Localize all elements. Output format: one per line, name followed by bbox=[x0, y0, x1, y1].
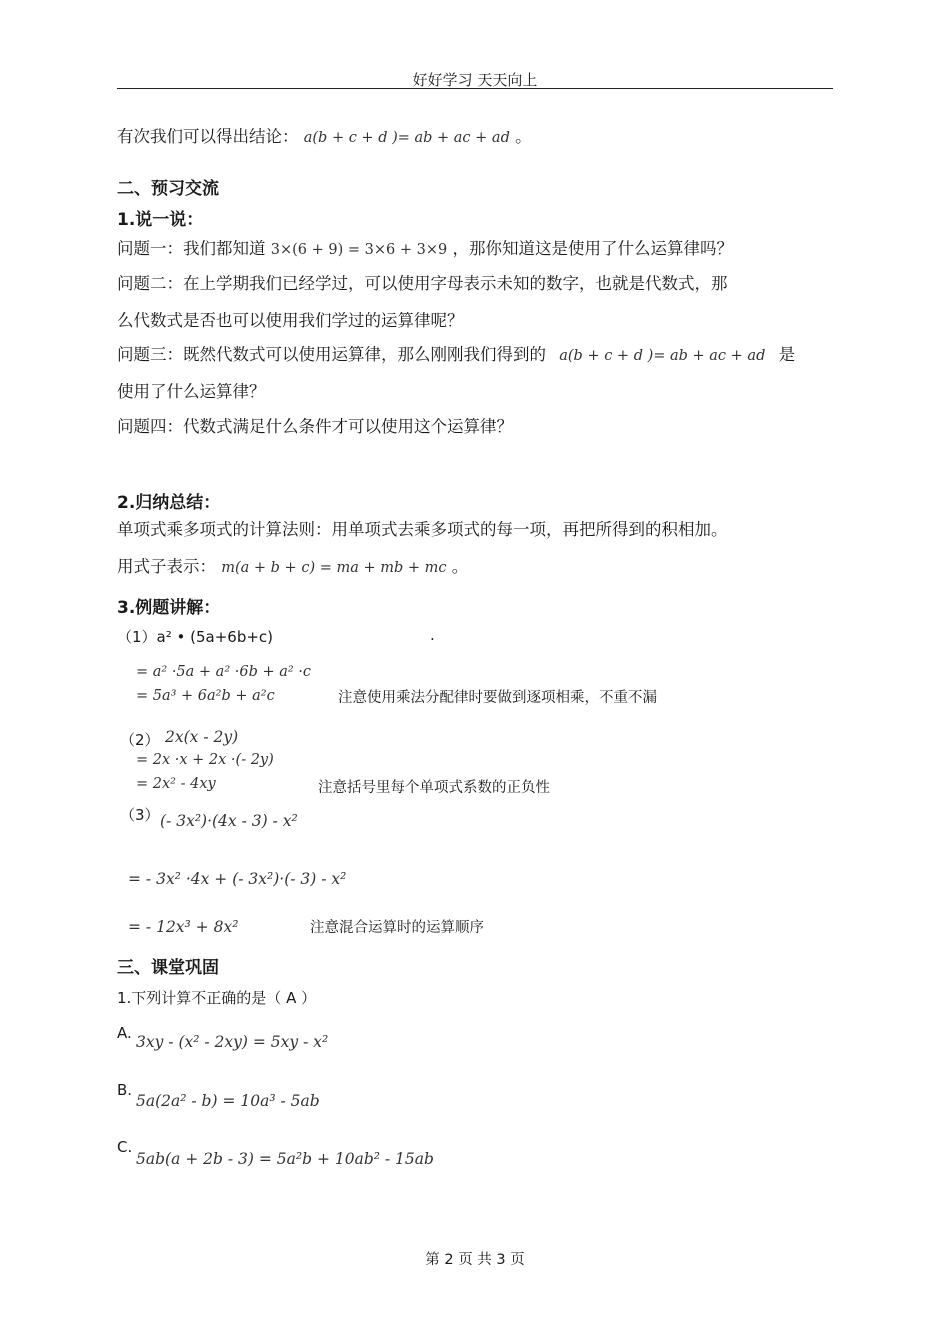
example-1-dot: . bbox=[430, 626, 435, 644]
question-3-line2: 使用了什么运算律？ bbox=[117, 382, 266, 401]
option-c-label: C. bbox=[117, 1138, 133, 1156]
option-c-formula: 5ab(a + 2b - 3) = 5a²b + 10ab² - 15ab bbox=[136, 1150, 434, 1168]
question-1-formula: 3×(6 + 9) = 3×6 + 3×9 bbox=[270, 242, 448, 258]
question-1 bbox=[117, 238, 733, 261]
page-header: 好好学习 天天向上 bbox=[412, 71, 538, 89]
header-rule bbox=[117, 88, 833, 89]
rule-expression-end: 。 bbox=[451, 557, 469, 576]
example-2-step-1: = 2x ·x + 2x ·(- 2y) bbox=[136, 752, 274, 768]
question-1-post: ，那你知道这是使用了什么运算律吗？ bbox=[452, 239, 733, 258]
example-2-step-2: = 2x² - 4xy bbox=[136, 776, 216, 792]
intro-end: 。 bbox=[515, 127, 532, 146]
example-3-note: 注意混合运算时的运算顺序 bbox=[310, 920, 484, 936]
question-3-formula: a(b + c + d )= ab + ac + ad bbox=[559, 348, 766, 364]
example-3-label: （3） bbox=[120, 806, 160, 824]
example-2-label: （2） bbox=[120, 731, 160, 749]
rule-expression bbox=[117, 556, 468, 579]
example-3-step-1: = - 3x² ·4x + (- 3x²)·(- 3) - x² bbox=[128, 870, 347, 888]
example-3-step-2: = - 12x³ + 8x² bbox=[128, 918, 239, 936]
section-title-preview: 二、预习交流 bbox=[117, 179, 219, 199]
example-1-step-1: = a² ·5a + a² ·6b + a² ·c bbox=[136, 664, 312, 680]
example-2-expression: 2x(x - 2y) bbox=[165, 728, 239, 746]
question-3-post: 是 bbox=[778, 345, 796, 364]
example-1-label: （1）a² • (5a+6b+c) bbox=[117, 628, 274, 646]
option-b-label: B. bbox=[117, 1081, 133, 1099]
question-3-pre: 问题三：既然代数式可以使用运算律，那么刚刚我们得到的 bbox=[117, 345, 546, 364]
question-1-pre: 问题一：我们都知道 bbox=[117, 239, 266, 258]
subsection-title-summary: 2.归纳总结： bbox=[117, 493, 221, 513]
example-2-note: 注意括号里每个单项式系数的正负性 bbox=[318, 780, 550, 796]
page-footer: 第 2 页 共 3 页 bbox=[425, 1252, 525, 1268]
subsection-title-examples: 3.例题讲解： bbox=[117, 598, 221, 618]
example-3-expression: (- 3x²)·(4x - 3) - x² bbox=[160, 812, 298, 830]
question-2-line2: 么代数式是否也可以使用我们学过的运算律呢？ bbox=[117, 311, 464, 330]
rule-text: 单项式乘多项式的计算法则：用单项式去乘多项式的每一项，再把所得到的积相加。 bbox=[117, 520, 728, 539]
option-b-formula: 5a(2a² - b) = 10a³ - 5ab bbox=[136, 1092, 320, 1110]
option-a-label: A. bbox=[117, 1024, 132, 1042]
intro-formula: a(b + c + d )= ab + ac + ad bbox=[303, 130, 510, 146]
rule-expression-pre: 用式子表示： bbox=[117, 557, 216, 576]
section-title-practice: 三、课堂巩固 bbox=[117, 958, 219, 978]
question-4: 问题四：代数式满足什么条件才可以使用这个运算律？ bbox=[117, 417, 513, 436]
practice-question-1: 1.下列计算不正确的是（ A ） bbox=[117, 989, 317, 1007]
intro-text: 有次我们可以得出结论： bbox=[117, 127, 299, 146]
question-3 bbox=[117, 344, 795, 367]
rule-expression-formula: m(a + b + c) = ma + mb + mc bbox=[221, 560, 447, 576]
example-1-note: 注意使用乘法分配律时要做到逐项相乘，不重不漏 bbox=[338, 690, 657, 706]
subsection-title-discuss: 1.说一说： bbox=[117, 210, 204, 230]
example-1-step-2: = 5a³ + 6a²b + a²c bbox=[136, 688, 275, 704]
question-2-line1: 问题二：在上学期我们已经学过，可以使用字母表示未知的数字，也就是代数式，那 bbox=[117, 274, 728, 293]
option-a-formula: 3xy - (x² - 2xy) = 5xy - x² bbox=[136, 1033, 329, 1051]
intro-line bbox=[117, 126, 532, 149]
